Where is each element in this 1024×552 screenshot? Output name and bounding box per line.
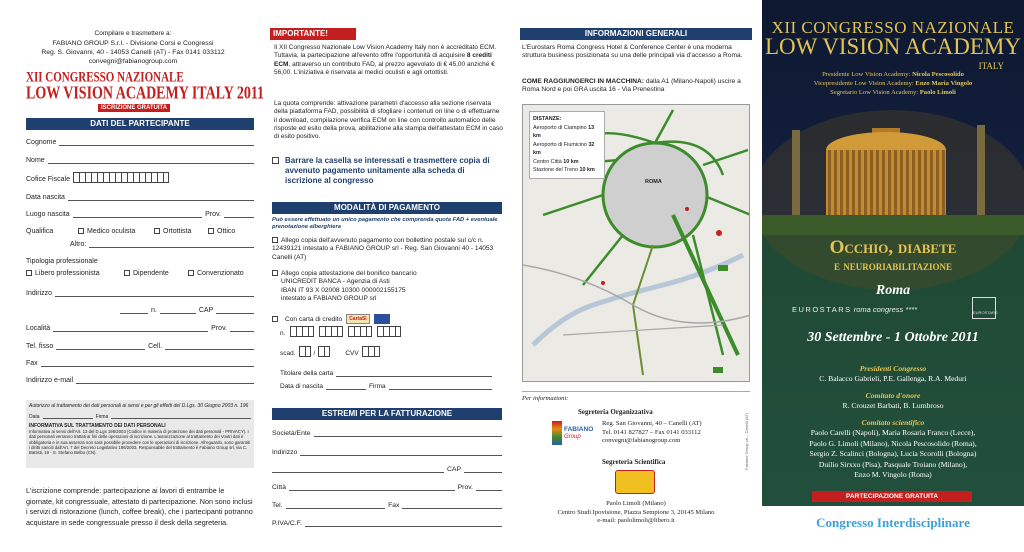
convenzionato-option[interactable] <box>188 270 244 277</box>
org-address-1: FABIANO GROUP S.r.l. - Divisione Corsi e Congressi <box>52 40 214 47</box>
invoice-address-field[interactable] <box>272 448 502 456</box>
card-number-field[interactable] <box>280 326 401 337</box>
distance-fiumicino-label: Aeroporto di Fiumicino <box>533 141 587 148</box>
honor-committee-title: Comitato d'onore <box>865 391 921 400</box>
medico-label: Medico oculista <box>87 228 136 235</box>
secretary-row <box>762 88 1024 97</box>
org-address-2: Reg. S. Giovanni, 40 - 14053 Canelli (AT) - Fax 0141 033112 <box>41 49 225 56</box>
card-birth-label: Data di nascita <box>280 383 323 390</box>
bank-transfer-option[interactable] <box>272 270 502 303</box>
ecm-credits: 8 crediti ECM <box>274 52 492 68</box>
org-contact-address: Reg. San Giovanni, 40 – Canelli (AT) <box>602 420 702 427</box>
locality-prov-label: Prov. <box>211 325 227 332</box>
president-name: Nicola Pescosolido <box>912 71 964 78</box>
congress-presidents-names: C. Balacco Gabrieli, P.E. Gallenga, R.A. Meduri <box>819 374 967 383</box>
cartasi-logo: CartaSì <box>346 314 370 324</box>
qualification-label: Qualifica <box>26 228 54 235</box>
medico-option[interactable] <box>78 228 154 235</box>
payment-section-title: MODALITÀ DI PAGAMENTO <box>272 202 502 214</box>
congress-logo-line2: LOW VISION ACADEMY ITALY 2011 <box>26 84 265 104</box>
invoice-address-label: Indirizzo <box>272 449 298 456</box>
locality-field[interactable] <box>26 324 254 332</box>
sci-contact-address: Centro Studi Ipovisione, Piazza Sempione 3, 20145 Milano <box>557 508 715 516</box>
distance-ciampino <box>533 124 601 141</box>
congress-logo-line1: XII CONGRESSO NAZIONALE <box>26 70 184 86</box>
fabiano-logo-text: FABIANO <box>564 426 594 433</box>
fad-interest-label: Barrare la casella se interessati e trasmettere copia di avvenuto pagamento unitamente alla scheda di iscrizione al congresso <box>285 156 490 185</box>
medico-checkbox[interactable] <box>78 228 84 234</box>
cap-label: CAP <box>198 307 214 314</box>
card-expiry-cvv-field[interactable]: scad. / CVV <box>280 346 380 357</box>
privacy-text: Informativa ai sensi dell'Art. 13 del D.Lgs 196/2003 (Codice in materia di protezione dei dati personali - PRIVACY). I dati personali verranno trattati ai fini delle operazioni di iscrizione. L'autorizzazione al trattamento dei Vostri dati è obbligatoria e in sua assenza non sarà possibile procedere con le operazioni di iscrizione. All'eguardo, sono garantiti i diritti sanciti dall'Art. 7 del Decreto Legislativo 196/2003. Responsabile del trattamento è Fabiano Group srl, via C. Battisti, 19 - S. Stefano Belbo (CN). <box>29 429 251 456</box>
section-participant-data: DATI DEL PARTECIPANTE <box>26 118 254 130</box>
congress-presidents-title: Presidenti Congresso <box>859 364 927 373</box>
info-divider <box>522 391 750 392</box>
profession-type-label-row <box>26 258 254 265</box>
ortottista-checkbox[interactable] <box>154 228 160 234</box>
org-contact-phone: Tel. 0141 827827 – Fax 0141 033112 <box>602 428 701 436</box>
distance-stazione-label: Stazione del Treno <box>533 167 578 173</box>
surname-field[interactable] <box>26 138 254 146</box>
vertical-imprint: Fabiano Group srl – Canelli (AT) <box>744 412 749 470</box>
invoice-fax-label: Fax <box>388 502 400 509</box>
venue-brand: EUROSTARS <box>792 305 852 314</box>
dipendente-checkbox[interactable] <box>124 270 130 276</box>
general-info-panel <box>512 0 762 552</box>
fabiano-group-logo <box>552 421 592 447</box>
card-birth-sign-field[interactable] <box>280 382 492 390</box>
sci-contact-email: e-mail: paololimoli@libero.it <box>597 517 675 524</box>
cover-title-line2: LOW VISION ACADEMY <box>765 34 1021 59</box>
birth-date-label: Data nascita <box>26 194 65 201</box>
postal-label: Allego copia dell'avvenuto pagamento con bollettino postale sul c/c n. 12439121 intestato a FABIANO GROUP srl - Reg. San Giovanni 40 - 14053 Canelli (AT) <box>272 237 494 261</box>
bank-iban: IBAN IT 93 X 02008 10300 000002155175 <box>281 286 406 294</box>
invoice-prov-label: Prov. <box>457 484 473 491</box>
secretary-label: Segretario Low Vision Academy: <box>830 89 919 96</box>
card-number-boxes-3[interactable] <box>348 326 372 337</box>
vicepresident-name: Enzo Maria Vingolo <box>915 80 973 87</box>
card-number-boxes[interactable] <box>290 326 314 337</box>
fax-field[interactable] <box>26 359 254 367</box>
included-services-note <box>26 486 260 528</box>
vicepresident-label: Vicepresidente Low Vision Academy: <box>813 80 914 87</box>
convenzionato-label: Convenzionato <box>197 270 244 277</box>
profession-type-row <box>26 270 254 277</box>
free-participation-badge: PARTECIPAZIONE GRATUITA <box>812 491 972 502</box>
birth-date-field[interactable] <box>26 193 254 201</box>
quota-info: La quota comprende: attivazione parametri d'accesso alla sezione riservata della piattaforma FAD, possibilità di sfogliare i contenuti on line o di effettuarne il download, compilazione verifica ECM on line con controllo automatico delle risposte ed esito della prova, abilitazione alla stampa dell'attestato ECM in caso di esito positivo. <box>274 100 503 141</box>
privacy-sign-row[interactable] <box>29 414 251 420</box>
vat-field[interactable] <box>272 519 502 527</box>
name-label: Nome <box>26 157 45 164</box>
privacy-box <box>26 400 254 468</box>
eurostars-logo: EUROSTARS <box>972 297 996 319</box>
other-field[interactable] <box>70 240 254 248</box>
venue-line <box>792 305 917 314</box>
postal-checkbox[interactable] <box>272 237 278 243</box>
libero-label: Libero professionista <box>35 270 100 277</box>
card-label: Con carta di credito <box>285 315 343 323</box>
credit-card-option[interactable] <box>272 314 390 324</box>
address-label: Indirizzo <box>26 290 53 297</box>
card-number-boxes-2[interactable] <box>319 326 343 337</box>
ottico-checkbox[interactable] <box>208 228 214 234</box>
number-label: n. <box>151 307 157 314</box>
cover-panel <box>762 0 1024 552</box>
distance-ciampino-label: Aeroporto di Ciampino <box>533 124 587 131</box>
distance-stazione-value: 10 km <box>579 167 595 173</box>
sci-secretariat-title: Segreteria Scientifica <box>602 458 666 466</box>
sci-committee-names <box>762 428 1024 481</box>
expiry-month-boxes[interactable] <box>299 346 311 357</box>
bank-holder: intestato a FABIANO GROUP srl <box>281 294 377 302</box>
invoice-city-field[interactable] <box>272 483 502 491</box>
tax-code-label: Cofice Fiscale <box>26 176 70 183</box>
centro-studi-logo <box>615 470 655 494</box>
invoice-cap-field[interactable] <box>272 465 502 473</box>
expiry-year-boxes[interactable] <box>318 346 330 357</box>
privacy-date-label: Data <box>29 414 40 420</box>
company-field[interactable] <box>272 429 502 437</box>
ottico-option[interactable] <box>208 228 235 235</box>
other-label: Altro: <box>70 241 87 248</box>
map-city-label: ROMA <box>645 179 662 185</box>
prov-label: Prov. <box>205 211 221 218</box>
org-email: convegni@fabianogroup.com <box>88 58 178 65</box>
payment-subtitle: Può essere effettuato un unico pagamento che comprenda quota FAD + eventuale prenotazione alberghiera <box>272 217 498 230</box>
address-number-cap-field[interactable] <box>120 306 254 314</box>
sci-committee-line-4: Duilio Sirxxo (Pisa), Pasquale Troiano (Milano), <box>818 459 968 469</box>
ecm-text: Il XII Congresso Nazionale Low Vision Academy Italy non è accreditato ECM. Tuttavia, la partecipazione all'evento offre l'opportunità di acquisire <box>274 44 497 60</box>
distances-box <box>529 111 605 179</box>
libero-option[interactable] <box>26 270 124 277</box>
card-number-label: n. <box>280 330 286 337</box>
cover-city: Roma <box>875 283 911 298</box>
org-secretariat-title: Segreteria Organizzativa <box>578 408 653 416</box>
rome-map[interactable] <box>522 104 750 382</box>
honor-committee-names: R. Crouzet Barbati, B. Lumbroso <box>842 401 944 410</box>
fad-interest-option[interactable] <box>272 156 502 186</box>
expiry-label: scad. <box>280 350 296 357</box>
org-contact-email: convegni@fabianogroup.com <box>602 437 681 444</box>
send-to-label: Compilare e trasmettere a: <box>94 30 172 37</box>
footer-line-1: L'iscrizione comprende: partecipazione ai lavori di entrambe le <box>26 486 225 495</box>
surname-label: Cognome <box>26 139 57 146</box>
theme-line1: Occhio, diabete <box>829 237 957 258</box>
privacy-sign-label: Firma <box>95 414 109 420</box>
qualification-row <box>26 228 254 235</box>
fabiano-logo-mark <box>552 421 562 445</box>
president-label: Presidente Low Vision Academy: <box>822 71 911 78</box>
name-field[interactable] <box>26 156 254 164</box>
secretary-name: Paolo Limoli <box>919 89 956 96</box>
directions-text <box>522 78 750 95</box>
email-field[interactable] <box>26 376 254 384</box>
bank-name: UNICREDIT BANCA - Agenzia di Asti <box>281 278 390 286</box>
registration-panel <box>0 0 266 552</box>
phone-field[interactable] <box>26 342 254 350</box>
venue-name: roma congress **** <box>851 305 918 314</box>
directions-heading: COME RAGGIUNGERCI IN MACCHINA: <box>522 78 644 85</box>
directions-body: dalla A1 (Milano-Napoli) uscire a Roma Nord e poi GRA uscita 16 - Via Prenestina <box>522 78 741 94</box>
card-checkbox[interactable] <box>272 316 278 322</box>
interdisciplinary-footer: Congresso Interdisciplinare <box>816 515 970 530</box>
profession-type-label: Tipologia professionale <box>26 258 98 265</box>
company-label: Società/Ente <box>272 430 311 437</box>
privacy-authorization: Autorizzo al trattamento dei dati personali ai sensi e per gli effetti del D.Lgs. 30 Giugno 2003 n. 196 <box>29 403 249 409</box>
distance-fiumicino <box>533 141 601 158</box>
bank-checkbox[interactable] <box>272 270 278 276</box>
fad-checkbox[interactable] <box>272 157 279 164</box>
card-number-boxes-4[interactable] <box>377 326 401 337</box>
important-banner: IMPORTANTE! <box>270 28 356 40</box>
tax-code-boxes[interactable] <box>73 172 169 183</box>
vicepresident-row <box>762 79 1024 88</box>
privacy-title: INFORMATIVA SUL TRATTAMENTO DEI DATI PERSONALI <box>29 423 166 429</box>
sci-contact-name: Paolo Limoli (Milano) <box>606 500 666 507</box>
invoice-phone-label: Tel. <box>272 502 283 509</box>
dipendente-option[interactable] <box>124 270 188 277</box>
invoice-phone-fax-field[interactable] <box>272 501 502 509</box>
email-label: Indirizzo e-mail <box>26 377 74 384</box>
birth-place-field[interactable] <box>26 210 254 218</box>
ortottista-label: Ortottista <box>163 228 192 235</box>
cvv-boxes[interactable] <box>362 346 380 357</box>
locality-label: Località <box>26 325 51 332</box>
general-info-title: INFORMAZIONI GENERALI <box>520 28 752 40</box>
theme-line2: e neuroriabilitazione <box>833 258 953 273</box>
ecm-payment-panel <box>266 0 512 552</box>
vat-label: P.IVA/C.F. <box>272 520 302 527</box>
phone-label: Tel. fisso <box>26 343 54 350</box>
academy-officers <box>762 70 1024 97</box>
distance-ciampino-value: 13 km <box>533 124 595 139</box>
president-row <box>762 70 1024 79</box>
libero-checkbox[interactable] <box>26 270 32 276</box>
sci-committee-line-3: Sergio Z. Scalinci (Bologna), Lucia Scorolli (Bologna) <box>809 449 977 458</box>
invoice-section-title: ESTREMI PER LA FATTURAZIONE <box>272 408 502 420</box>
ecm-text-2: , attraverso un contributo FAD, al prezzo agevolato di € 45,00 anziché € 56,00. L'iniziativa è riservata ai medici oculisti e agli ortottisti. <box>274 60 495 76</box>
sci-committee-title: Comitato scientifico <box>861 418 925 427</box>
footer-line-3: i servizi di ristorazione (lunch, coffee break), che i partecipanti potranno <box>26 507 253 516</box>
cover-title-line1: XII CONGRESSO NAZIONALE <box>771 18 1015 37</box>
fax-label: Fax <box>26 360 38 367</box>
sci-contacts <box>522 500 750 526</box>
ottico-label: Ottico <box>217 228 236 235</box>
distance-centro-label: Centro Città <box>533 158 562 165</box>
distance-fiumicino-value: 32 km <box>533 141 595 156</box>
contacts-heading: Per informazioni: <box>522 395 569 402</box>
postal-payment-option[interactable] <box>272 237 502 262</box>
footer-line-4: acquistare in sede congressuale presso il desk della segreteria. <box>26 517 229 527</box>
distance-centro-value: 10 km <box>563 158 579 165</box>
sci-committee-line-2: Paolo G. Limoli (Milano), Nicola Pescosolido (Roma), <box>809 438 977 448</box>
card-network-icon <box>374 314 390 324</box>
bank-label: Allego copia attestazione del bonifico bancario <box>281 270 417 277</box>
tax-code-field[interactable] <box>26 172 254 183</box>
ortottista-option[interactable] <box>154 228 208 235</box>
dipendente-label: Dipendente <box>133 270 169 277</box>
sci-committee-line-5: Enzo M. Vingolo (Roma) <box>854 470 932 479</box>
org-contacts <box>602 420 702 446</box>
card-holder-label: Titolare della carta <box>280 370 334 377</box>
footer-line-2: giornate, kit congressuale, attestato di partecipazione. Non sono inclusi <box>26 496 253 506</box>
free-registration-badge: ISCRIZIONE GRATUITA <box>98 104 170 112</box>
ecm-info <box>266 44 512 77</box>
birth-place-label: Luogo nascita <box>26 211 70 218</box>
hotel-description: L'Eurostars Roma Congress Hotel & Conference Center è una moderna struttura business posizionata su una delle principali via d'accesso a Roma. <box>522 44 743 60</box>
card-holder-field[interactable] <box>280 369 492 377</box>
cover-dates: 30 Settembre - 1 Ottobre 2011 <box>807 330 979 345</box>
group-logo-text: Group <box>564 434 581 440</box>
distances-title: DISTANZE: <box>533 116 562 122</box>
convenzionato-checkbox[interactable] <box>188 270 194 276</box>
sci-committee-line-1: Paolo Carelli (Napoli), Maria Rosaria Franco (Lecce), <box>810 428 976 437</box>
invoice-city-label: Città <box>272 484 286 491</box>
cover-title-line3: ITALY <box>978 61 1004 71</box>
distance-stazione <box>533 166 601 175</box>
distance-centro <box>533 158 601 167</box>
mobile-label: Cell. <box>148 343 163 350</box>
card-sign-label: Firma <box>369 383 386 390</box>
invoice-cap-label: CAP <box>447 466 461 473</box>
cvv-label: CVV <box>345 350 359 357</box>
address-field[interactable] <box>26 289 254 297</box>
